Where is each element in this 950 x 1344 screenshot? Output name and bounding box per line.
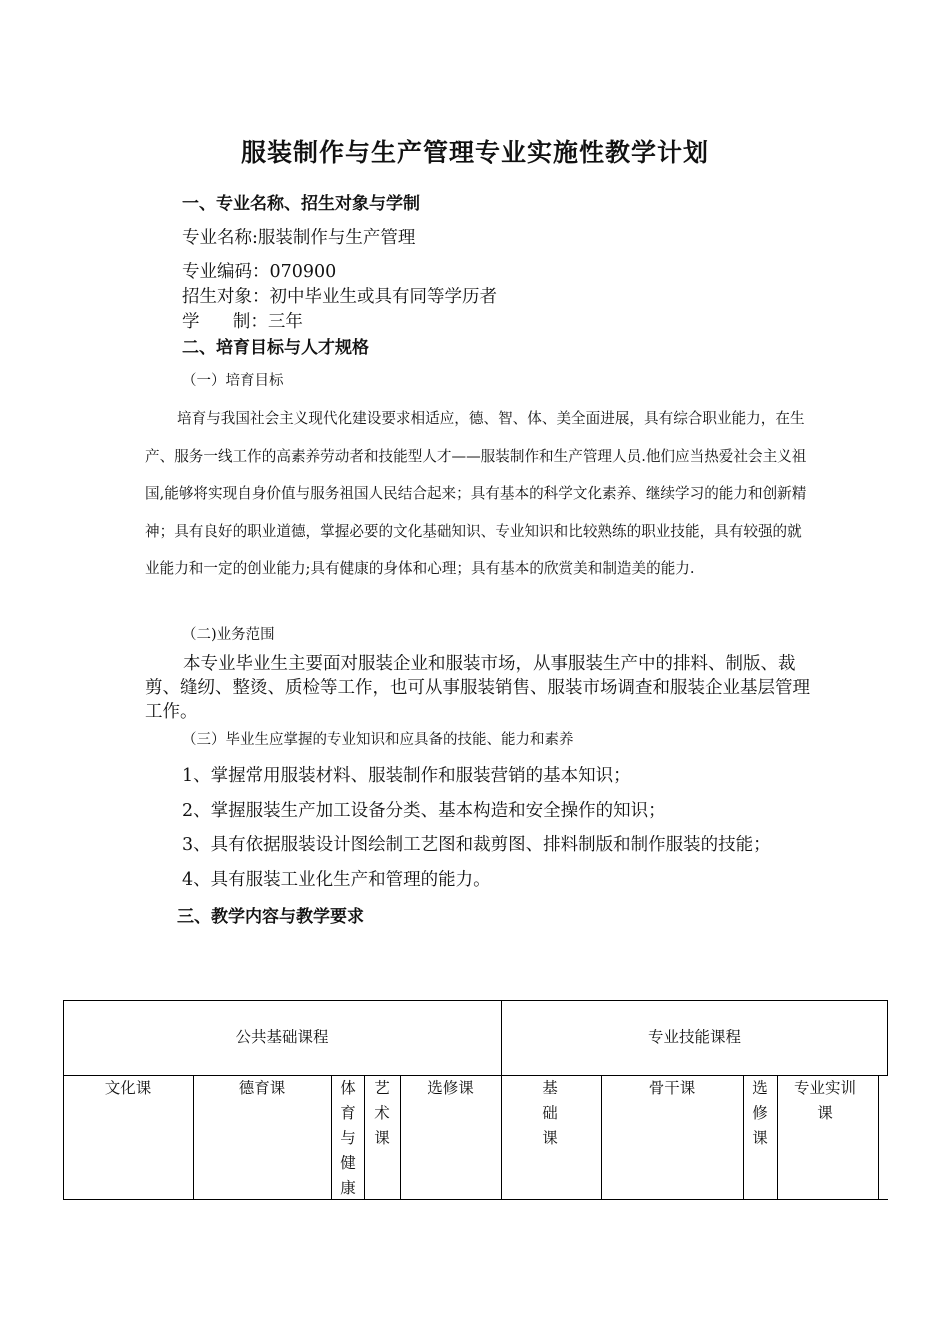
section1-heading: 一、专业名称、招生对象与学制 xyxy=(182,194,420,214)
col-elective-professional: 选修课 xyxy=(752,1079,768,1147)
table-border-bottom xyxy=(63,1199,888,1200)
subheading-goal: （一）培育目标 xyxy=(182,373,284,389)
col-art: 艺术课 xyxy=(374,1079,390,1147)
page-title: 服装制作与生产管理专业实施性教学计划 xyxy=(240,138,709,167)
curriculum-table xyxy=(63,1000,888,1200)
col-practical-training: 专业实训课 xyxy=(793,1079,856,1122)
subheading-skills: （三）毕业生应掌握的专业知识和应具备的技能、能力和素养 xyxy=(182,732,574,748)
col-elective-public: 选修课 xyxy=(427,1079,474,1097)
col-moral: 德育课 xyxy=(238,1079,286,1097)
section3-heading: 三、教学内容与教学要求 xyxy=(177,907,364,927)
list-item: 4、具有服装工业化生产和管理的能力。 xyxy=(182,870,491,890)
enrollment-target: 招生对象：初中毕业生或具有同等学历者 xyxy=(182,287,497,307)
list-item: 3、具有依据服装设计图绘制工艺图和裁剪图、排料制版和制作服装的技能； xyxy=(182,835,771,855)
major-name: 专业名称:服装制作与生产管理 xyxy=(182,228,416,248)
col-divider xyxy=(331,1075,332,1200)
table-border-top xyxy=(63,1000,888,1001)
col-divider xyxy=(364,1075,365,1200)
section2-heading: 二、培育目标与人才规格 xyxy=(182,338,369,358)
list-item: 1、掌握常用服装材料、服装制作和服装营销的基本知识； xyxy=(182,766,631,786)
list-item: 2、掌握服装生产加工设备分类、基本构造和安全操作的知识； xyxy=(182,801,666,821)
col-foundation: 基础课 xyxy=(542,1079,558,1147)
subheading-scope: （二)业务范围 xyxy=(182,627,275,643)
duration-value: 三年 xyxy=(267,312,303,332)
col-divider xyxy=(743,1075,744,1200)
group-professional-skill: 专业技能课程 xyxy=(647,1028,741,1046)
col-culture: 文化课 xyxy=(104,1079,152,1097)
duration-line xyxy=(182,308,303,333)
duration-label: 学 制： xyxy=(182,312,268,332)
col-pe-health: 体育与健康 xyxy=(340,1079,356,1197)
scope-paragraph: 本专业毕业生主要面对服装企业和服装市场，从事服装生产中的排料、制版、裁剪、缝纫、整烫、质检等工作，也可从事服装销售、服装市场调查和服装企业基层管理工作。 xyxy=(145,654,810,722)
col-divider xyxy=(777,1075,778,1200)
major-code: 专业编码：070900 xyxy=(182,262,337,282)
group-public-basic: 公共基础课程 xyxy=(235,1028,329,1046)
table-border-right-inner xyxy=(878,1075,879,1200)
col-core: 骨干课 xyxy=(648,1079,696,1097)
goal-paragraph: 培育与我国社会主义现代化建设要求相适应，德、智、体、美全面进展，具有综合职业能力，在生产、服务一线工作的高素养劳动者和技能型人才——服装制作和生产管理人员.他们应当热爱社会主义祖国,能够将实现自身价值与服务祖国人民结合起来；具有基本的科学文化素养、继续学习的能力和创新精神；具有良好的职业道德，掌握必要的文化基础知识、专业知识和比较熟练的职业技能，具有较强的就业能力和一定的创业能力;具有健康的身体和心理；具有基本的欣赏美和制造美的能力. xyxy=(145,410,807,577)
